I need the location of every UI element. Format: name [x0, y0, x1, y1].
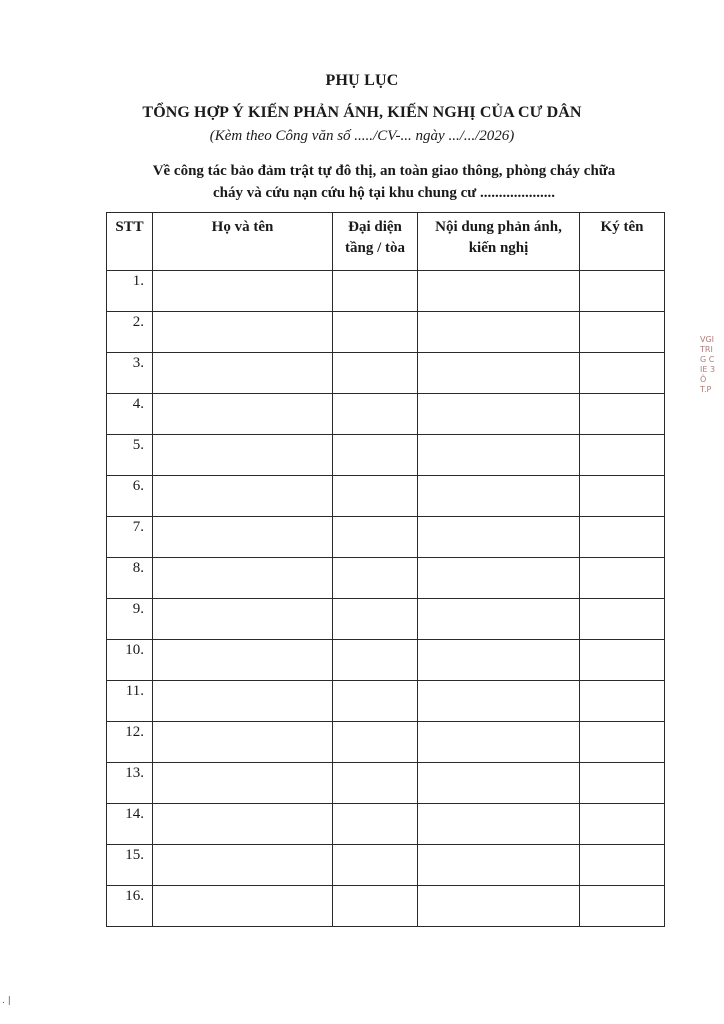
table-header-row	[107, 213, 665, 271]
header-representative: Đại diện tầng / tòa	[333, 213, 418, 271]
row-number: 7.	[107, 517, 153, 558]
signature-cell[interactable]	[580, 394, 665, 435]
representative-cell[interactable]	[333, 763, 418, 804]
table-row	[107, 845, 665, 886]
row-number: 3.	[107, 353, 153, 394]
signature-cell[interactable]	[580, 804, 665, 845]
table-row	[107, 804, 665, 845]
row-number: 15.	[107, 845, 153, 886]
table-row	[107, 722, 665, 763]
content-cell[interactable]	[418, 476, 580, 517]
row-number: 16.	[107, 886, 153, 927]
row-number: 4.	[107, 394, 153, 435]
opinion-table	[106, 212, 665, 927]
row-number: 8.	[107, 558, 153, 599]
content-cell[interactable]	[418, 558, 580, 599]
signature-cell[interactable]	[580, 312, 665, 353]
name-cell[interactable]	[153, 845, 333, 886]
row-number: 12.	[107, 722, 153, 763]
table-row	[107, 763, 665, 804]
name-cell[interactable]	[153, 517, 333, 558]
signature-cell[interactable]	[580, 763, 665, 804]
signature-cell[interactable]	[580, 722, 665, 763]
representative-cell[interactable]	[333, 845, 418, 886]
content-cell[interactable]	[418, 845, 580, 886]
signature-cell[interactable]	[580, 517, 665, 558]
header-signature: Ký tên	[580, 213, 665, 271]
content-cell[interactable]	[418, 886, 580, 927]
representative-cell[interactable]	[333, 681, 418, 722]
name-cell[interactable]	[153, 804, 333, 845]
content-cell[interactable]	[418, 435, 580, 476]
name-cell[interactable]	[153, 271, 333, 312]
reference-line: (Kèm theo Công văn số ...../CV-... ngày .../.../2026)	[209, 128, 515, 144]
name-cell[interactable]	[153, 886, 333, 927]
name-cell[interactable]	[153, 312, 333, 353]
representative-cell[interactable]	[333, 271, 418, 312]
table-row	[107, 476, 665, 517]
signature-cell[interactable]	[580, 640, 665, 681]
representative-cell[interactable]	[333, 353, 418, 394]
signature-cell[interactable]	[580, 681, 665, 722]
content-cell[interactable]	[418, 394, 580, 435]
document-heading: TỔNG HỢP Ý KIẾN PHẢN ÁNH, KIẾN NGHỊ CỦA CƯ DÂN	[142, 104, 582, 121]
signature-cell[interactable]	[580, 845, 665, 886]
table-row	[107, 353, 665, 394]
table-row	[107, 599, 665, 640]
signature-cell[interactable]	[580, 558, 665, 599]
content-cell[interactable]	[418, 640, 580, 681]
name-cell[interactable]	[153, 394, 333, 435]
representative-cell[interactable]	[333, 886, 418, 927]
signature-cell[interactable]	[580, 476, 665, 517]
row-number: 14.	[107, 804, 153, 845]
header-stt: STT	[107, 213, 153, 271]
name-cell[interactable]	[153, 353, 333, 394]
corner-mark: . |	[2, 996, 11, 1006]
row-number: 13.	[107, 763, 153, 804]
representative-cell[interactable]	[333, 517, 418, 558]
name-cell[interactable]	[153, 681, 333, 722]
representative-cell[interactable]	[333, 599, 418, 640]
header-name: Họ và tên	[153, 213, 333, 271]
content-cell[interactable]	[418, 763, 580, 804]
content-cell[interactable]	[418, 353, 580, 394]
subject-line-2: cháy và cứu nạn cứu hộ tại khu chung cư ....................	[212, 185, 556, 201]
table-row	[107, 271, 665, 312]
row-number: 11.	[107, 681, 153, 722]
representative-cell[interactable]	[333, 312, 418, 353]
table-row	[107, 435, 665, 476]
name-cell[interactable]	[153, 599, 333, 640]
subject-line-1: Về công tác bảo đảm trật tự đô thị, an toàn giao thông, phòng cháy chữa	[152, 163, 616, 179]
margin-stamp-fragment: VGI TRI G C IE 3 Ô T.P	[700, 335, 716, 394]
name-cell[interactable]	[153, 558, 333, 599]
representative-cell[interactable]	[333, 476, 418, 517]
representative-cell[interactable]	[333, 640, 418, 681]
name-cell[interactable]	[153, 722, 333, 763]
content-cell[interactable]	[418, 804, 580, 845]
signature-cell[interactable]	[580, 353, 665, 394]
representative-cell[interactable]	[333, 804, 418, 845]
content-cell[interactable]	[418, 599, 580, 640]
row-number: 10.	[107, 640, 153, 681]
row-number: 6.	[107, 476, 153, 517]
representative-cell[interactable]	[333, 435, 418, 476]
table-row	[107, 517, 665, 558]
subject-paragraph	[104, 160, 664, 204]
table-body	[107, 271, 665, 927]
signature-cell[interactable]	[580, 271, 665, 312]
row-number: 1.	[107, 271, 153, 312]
content-cell[interactable]	[418, 681, 580, 722]
representative-cell[interactable]	[333, 722, 418, 763]
signature-cell[interactable]	[580, 599, 665, 640]
row-number: 5.	[107, 435, 153, 476]
name-cell[interactable]	[153, 763, 333, 804]
signature-cell[interactable]	[580, 435, 665, 476]
content-cell[interactable]	[418, 517, 580, 558]
table-row	[107, 640, 665, 681]
table-row	[107, 886, 665, 927]
signature-cell[interactable]	[580, 886, 665, 927]
table-row	[107, 681, 665, 722]
row-number: 9.	[107, 599, 153, 640]
representative-cell[interactable]	[333, 558, 418, 599]
content-cell[interactable]	[418, 271, 580, 312]
table-row	[107, 312, 665, 353]
content-cell[interactable]	[418, 722, 580, 763]
appendix-title: PHỤ LỤC	[325, 72, 399, 89]
table-row	[107, 558, 665, 599]
name-cell[interactable]	[153, 435, 333, 476]
header-content: Nội dung phản ánh, kiến nghị	[418, 213, 580, 271]
table-row	[107, 394, 665, 435]
name-cell[interactable]	[153, 476, 333, 517]
content-cell[interactable]	[418, 312, 580, 353]
name-cell[interactable]	[153, 640, 333, 681]
row-number: 2.	[107, 312, 153, 353]
representative-cell[interactable]	[333, 394, 418, 435]
